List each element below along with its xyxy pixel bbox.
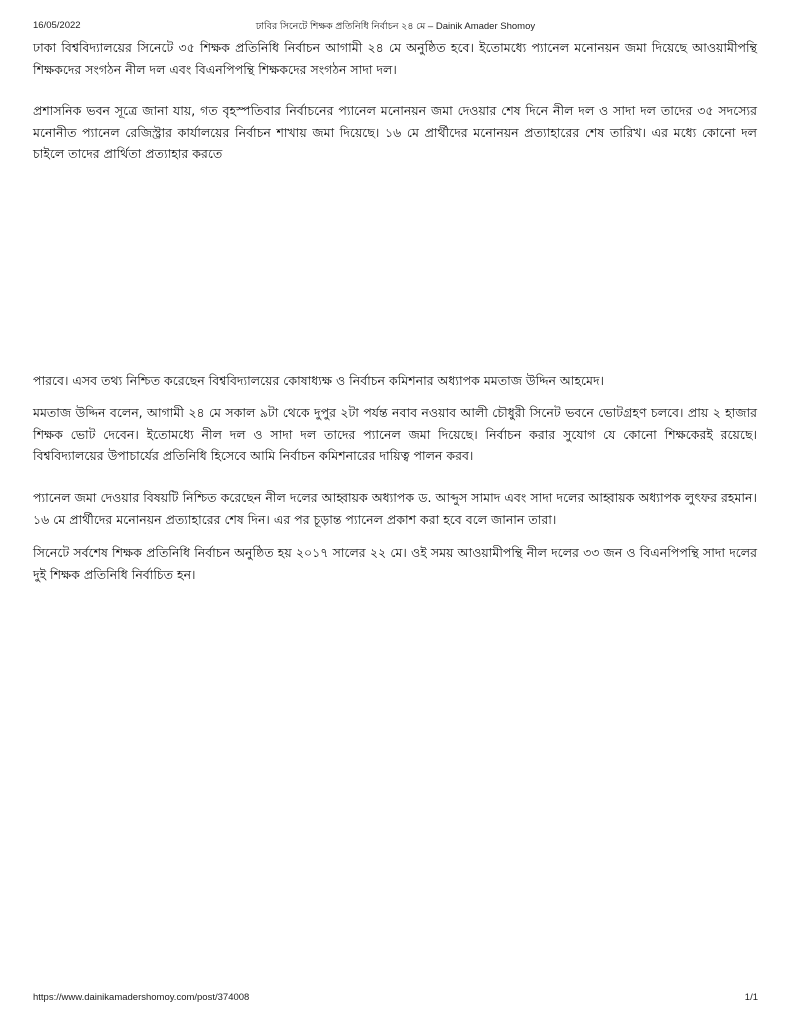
page-title: ঢাবির সিনেটে শিক্ষক প্রতিনিধি নির্বাচন ২৪ মে – Dainik Amader Shomoy: [255, 21, 536, 32]
page-number: 1/1: [744, 992, 758, 1003]
article-paragraph: পারবে। এসব তথ্য নিশ্চিত করেছেন বিশ্ববিদ্যালয়ের কোষাধ্যক্ষ ও নির্বাচন কমিশনার অধ্যাপক মমতাজ উদ্দিন আহমেদ।: [33, 373, 605, 388]
article-paragraph: ঢাকা বিশ্ববিদ্যালয়ের সিনেটে ৩৫ শিক্ষক প্রতিনিধি নির্বাচন আগামী ২৪ মে অনুষ্ঠিত হবে। ইতোমধ্যে প্যানেল মনোনয়ন জমা দিয়েছে আওয়ামীপন্থি শিক্ষকদের সংগঠন নীল দল এবং বিএনপিপন্থি শিক্ষকদের সংগঠন সাদা দল।: [33, 40, 757, 77]
article-paragraph: মমতাজ উদ্দিন বলেন, আগামী ২৪ মে সকাল ৯টা থেকে দুপুর ২টা পর্যন্ত নবাব নওয়াব আলী চৌধুরী সিনেট ভবনে ভোটগ্রহণ চলবে। প্রায় ২ হাজার শিক্ষক ভোট দেবেন। ইতোমধ্যে নীল দল ও সাদা দল তাদের প্যানেল জমা দিয়েছে। নির্বাচন করার সুযোগ যে কোনো শিক্ষকেরই রয়েছে। বিশ্ববিদ্যালয়ের উপাচার্যের প্রতিনিধি হিসেবে আমি নির্বাচন কমিশনারের দায়িত্ব পালন করব।: [33, 405, 757, 463]
print-date: 16/05/2022: [33, 20, 81, 31]
page-url: https://www.dainikamadershomoy.com/post/374008: [33, 992, 250, 1003]
article-paragraph: প্যানেল জমা দেওয়ার বিষয়টি নিশ্চিত করেছেন নীল দলের আহ্বায়ক অধ্যাপক ড. আব্দুস সামাদ এবং সাদা দলের আহ্বায়ক অধ্যাপক লুৎফর রহমান। ১৬ মে প্রার্থীদের মনোনয়ন প্রত্যাহারের শেষ দিন। এর পর চূড়ান্ত প্যানেল প্রকাশ করা হবে বলে জানান তারা।: [33, 490, 757, 527]
article-paragraph: সিনেটে সর্বশেষ শিক্ষক প্রতিনিধি নির্বাচন অনুষ্ঠিত হয় ২০১৭ সালের ২২ মে। ওই সময় আওয়ামীপন্থি নীল দলের ৩৩ জন ও বিএনপিপন্থি সাদা দলের দুই শিক্ষক প্রতিনিধি নির্বাচিত হন।: [33, 545, 757, 582]
article-paragraph: প্রশাসনিক ভবন সূত্রে জানা যায়, গত বৃহস্পতিবার নির্বাচনের প্যানেল মনোনয়ন জমা দেওয়ার শেষ দিনে নীল দল ও সাদা দল তাদের ৩৫ সদস্যের মনোনীত প্যানেল রেজিস্ট্রার কার্যালয়ের নির্বাচন শাখায় জমা দিয়েছে। ১৬ মে প্রার্থীদের মনোনয়ন প্রত্যাহারের শেষ তারিখ। এর মধ্যে কোনো দল চাইলে তাদের প্রার্থিতা প্রত্যাহার করতে: [33, 103, 757, 161]
